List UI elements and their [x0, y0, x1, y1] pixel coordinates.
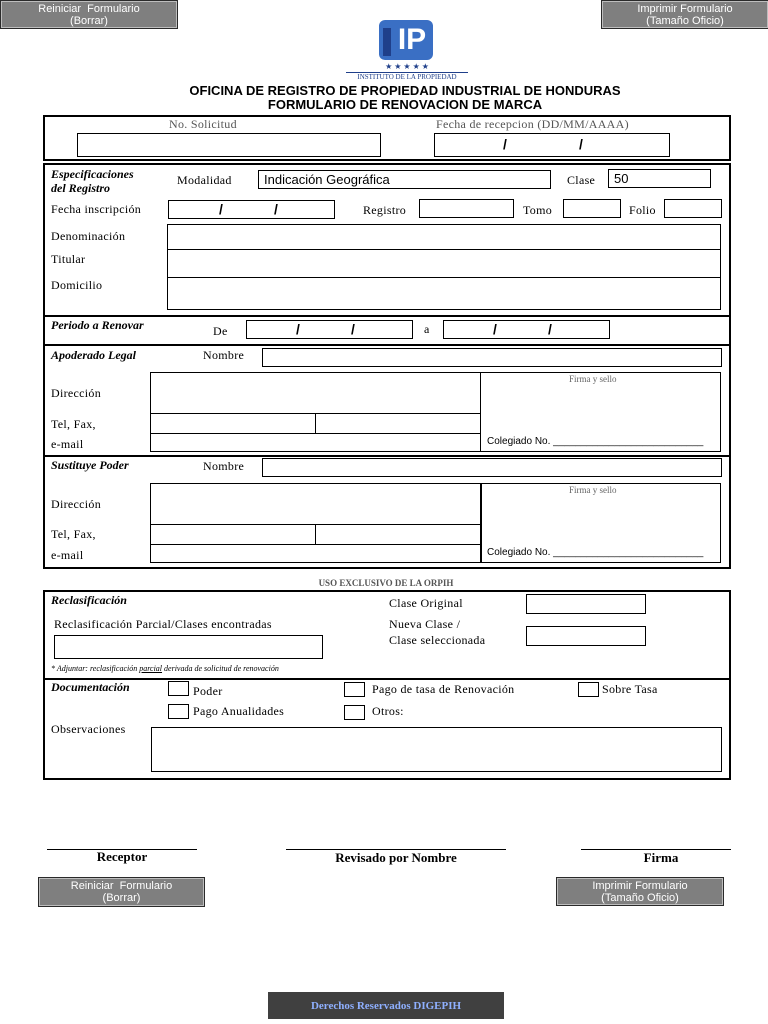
apoderado-nombre-label: Nombre	[203, 348, 245, 362]
anualidades-label: Pago Anualidades	[193, 704, 285, 718]
fecha-recepcion-field[interactable]: / /	[434, 133, 670, 157]
periodo-heading: Periodo a Renovar	[51, 318, 144, 332]
revisado-label: Revisado por Nombre	[335, 850, 457, 865]
apoderado-direccion-label: Dirección	[51, 386, 102, 400]
divider	[43, 344, 731, 346]
sobre-tasa-checkbox[interactable]	[578, 682, 599, 697]
sustituye-colegiado-label: Colegiado No. ___________________________	[487, 547, 704, 558]
logo-mark	[379, 20, 433, 60]
print-form-button-top[interactable]	[601, 0, 768, 29]
poder-checkbox[interactable]	[168, 681, 189, 696]
pago-tasa-checkbox[interactable]	[344, 682, 365, 697]
poder-label: Poder	[193, 684, 223, 698]
modalidad-label: Modalidad	[177, 173, 232, 187]
apoderado-firma-label: Firma y sello	[569, 374, 617, 384]
periodo-de-label: De	[213, 324, 228, 338]
sustituye-email-field[interactable]	[150, 544, 481, 563]
especificaciones-heading-2: del Registro	[51, 181, 110, 195]
sustituye-tel-field[interactable]	[150, 524, 316, 545]
titular-label: Titular	[51, 252, 86, 266]
reclasificacion-note: * Adjuntar: reclasificación parcial derivada de solicitud de renovación	[51, 664, 279, 673]
print-button-label: Imprimir Formulario	[637, 2, 733, 15]
documentacion-heading: Documentación	[51, 680, 130, 694]
apoderado-tel-field[interactable]	[150, 413, 316, 434]
sustituye-nombre-label: Nombre	[203, 459, 245, 473]
modalidad-value: Indicación Geográfica	[264, 172, 390, 187]
registro-label: Registro	[363, 203, 407, 217]
sustituye-firma-box[interactable]	[481, 483, 721, 563]
anualidades-checkbox[interactable]	[168, 704, 189, 719]
divider	[43, 678, 731, 680]
sustituye-fax-field[interactable]	[315, 524, 481, 545]
reclasificacion-parcial-field[interactable]	[54, 635, 323, 659]
apoderado-colegiado-label: Colegiado No. ___________________________	[487, 436, 704, 447]
clase-label: Clase	[567, 173, 596, 187]
logo-stars: ★ ★ ★ ★ ★	[385, 62, 429, 71]
no-solicitud-label: No. Solicitud	[169, 117, 237, 131]
apoderado-email-label: e-mail	[51, 437, 84, 451]
clase-seleccionada-label: Clase seleccionada	[389, 633, 486, 647]
fecha-inscripcion-label: Fecha inscripción	[51, 202, 142, 216]
apoderado-nombre-field[interactable]	[262, 348, 722, 367]
divider	[43, 455, 731, 457]
page-title: OFICINA DE REGISTRO DE PROPIEDAD INDUSTRIAL DE HONDURAS	[189, 83, 621, 98]
otros-checkbox[interactable]	[344, 705, 365, 720]
logo-caption: INSTITUTO DE LA PROPIEDAD	[346, 72, 468, 81]
apoderado-firma-box[interactable]	[480, 372, 721, 452]
denominacion-field[interactable]	[167, 224, 721, 250]
folio-field[interactable]	[664, 199, 722, 218]
denominacion-label: Denominación	[51, 229, 126, 243]
reset-button-sublabel: (Borrar)	[70, 14, 108, 27]
page-subtitle: FORMULARIO DE RENOVACION DE MARCA	[267, 97, 543, 112]
periodo-a-field[interactable]: / /	[443, 320, 610, 339]
folio-label: Folio	[629, 203, 656, 217]
clase-value: 50	[614, 171, 629, 186]
sustituye-direccion-label: Dirección	[51, 497, 102, 511]
ip-logo	[346, 20, 468, 82]
sustituye-email-label: e-mail	[51, 548, 84, 562]
clase-original-label: Clase Original	[389, 596, 463, 610]
uso-exclusivo-label: USO EXCLUSIVO DE LA ORPIH	[318, 578, 454, 588]
sustituye-nombre-field[interactable]	[262, 458, 722, 477]
pago-tasa-label: Pago de tasa de Renovación	[372, 682, 515, 696]
tomo-label: Tomo	[523, 203, 553, 217]
modalidad-field[interactable]	[258, 170, 551, 189]
footer-copyright: Derechos Reservados DIGEPIH	[268, 992, 504, 1019]
print-form-button-bottom[interactable]	[556, 877, 724, 906]
nueva-clase-field[interactable]	[526, 626, 646, 646]
tomo-field[interactable]	[563, 199, 621, 218]
nueva-clase-label: Nueva Clase /	[389, 617, 461, 631]
receptor-label: Receptor	[96, 849, 148, 864]
apoderado-fax-field[interactable]	[315, 413, 481, 434]
reset-form-button-bottom[interactable]	[38, 877, 205, 907]
observaciones-label: Observaciones	[51, 722, 126, 736]
print-button-sublabel: (Tamaño Oficio)	[601, 891, 679, 904]
domicilio-field[interactable]	[167, 277, 721, 310]
otros-label: Otros:	[372, 704, 404, 718]
fecha-inscripcion-field[interactable]: / /	[168, 200, 335, 219]
print-button-sublabel: (Tamaño Oficio)	[646, 14, 724, 27]
sustituye-direccion-field[interactable]	[150, 483, 481, 525]
clase-field[interactable]	[608, 169, 711, 188]
reclasificacion-parcial-label: Reclasificación Parcial/Clases encontradas	[54, 617, 272, 631]
titular-field[interactable]	[167, 249, 721, 278]
reclasificacion-heading: Reclasificación	[51, 593, 127, 607]
periodo-a-label: a	[424, 322, 430, 336]
no-solicitud-field[interactable]	[77, 133, 381, 157]
clase-original-field[interactable]	[526, 594, 646, 614]
apoderado-direccion-field[interactable]	[150, 372, 481, 414]
apoderado-tel-label: Tel, Fax,	[51, 417, 96, 431]
registro-field[interactable]	[419, 199, 514, 218]
apoderado-heading: Apoderado Legal	[51, 348, 136, 362]
fecha-recepcion-label: Fecha de recepcion (DD/MM/AAAA)	[436, 117, 629, 131]
logo-letters: IP	[397, 23, 427, 56]
domicilio-label: Domicilio	[51, 278, 103, 292]
sobre-tasa-label: Sobre Tasa	[602, 682, 658, 696]
reset-button-label: Reiniciar Formulario	[70, 880, 173, 892]
divider	[43, 315, 731, 317]
firma-label: Firma	[643, 850, 679, 865]
periodo-de-field[interactable]: / /	[246, 320, 413, 339]
reset-button-sublabel: (Borrar)	[102, 892, 141, 904]
sustituye-tel-label: Tel, Fax,	[51, 527, 96, 541]
sustituye-heading: Sustituye Poder	[51, 458, 129, 472]
reset-form-button-top[interactable]	[0, 0, 178, 29]
especificaciones-heading: Especificaciones	[51, 167, 134, 181]
observaciones-field[interactable]	[151, 727, 722, 772]
print-button-label: Imprimir Formulario	[592, 879, 688, 892]
apoderado-email-field[interactable]	[150, 433, 481, 452]
sustituye-firma-label: Firma y sello	[569, 485, 617, 495]
reset-button-label: Reiniciar Formulario	[38, 2, 140, 15]
